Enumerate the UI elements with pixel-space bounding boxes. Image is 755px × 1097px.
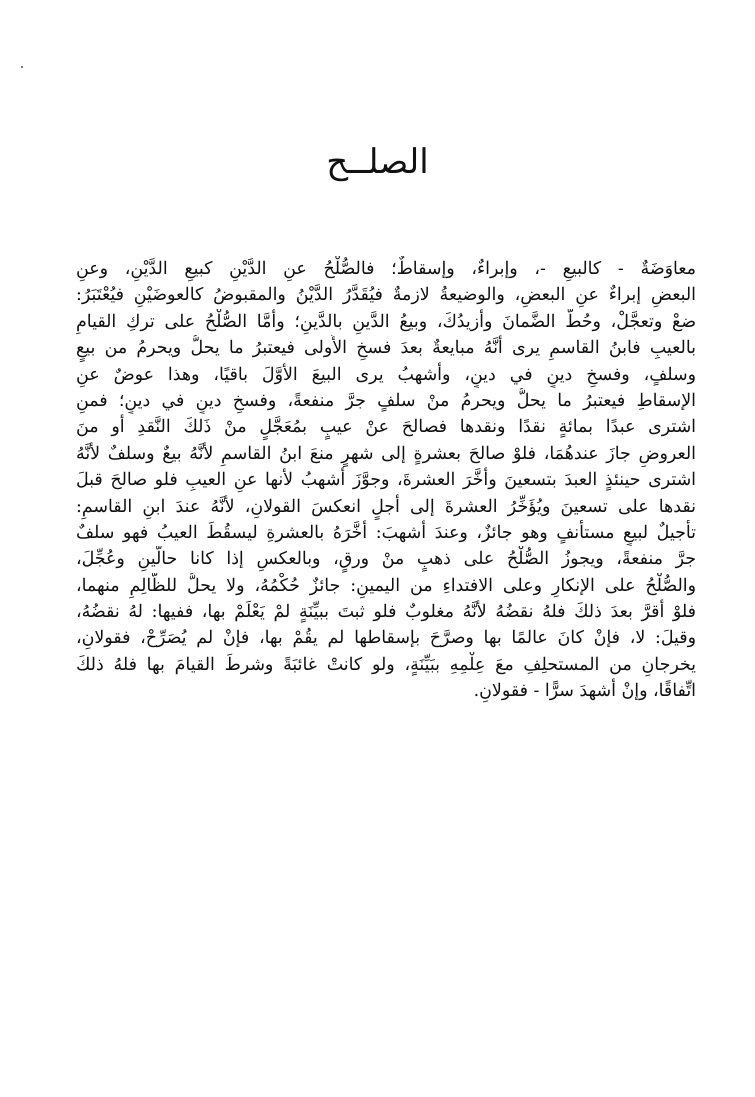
text-line: وسلفٍ، وفسخِ دينٍ في دينٍ، وأشهبُ يرى البيعَ الأوَّلَ باقيًا، وهذا عوضٌ عنِ [76,364,696,385]
text-line: ضعْ وتعجَّلْ، وحُطَّ الضَّمانَ وأزيدُكَ، وبيعُ الدَّينِ بالدَّينِ؛ وأمَّا الصُّلْحُ على تركِ القيامِ [76,311,696,332]
text-line: والصُّلْحُ على الإنكارِ وعلى الافتداءِ من اليمينِ: جائزٌ حُكْمُهُ، ولا يحلُّ للظَّالِمِ منهما، [76,575,696,596]
text-line: الإسقاطِ فيعتبرُ ما يحلُّ ويحرمُ منْ سلفٍ جرَّ منفعةً، وفسخِ دينٍ في دينٍ؛ فمنِ [76,390,696,411]
text-line: يخرجانِ من المستحلِفِ معَ عِلْمِهِ ببَيِّنَةٍ، ولو كانتْ غائبَةً وشرطَ القيامَ بها فلهُ ذلكَ [76,654,696,675]
text-line: معاوَضَةٌ - كالبيعِ -، وإبراءٌ، وإسقاطٌ؛ فالصُّلْحُ عنِ الدَّيْنِ كبيعِ الدَّيْنِ، وعنِ [76,259,696,279]
text-line: البعضِ إبراءٌ عنِ البعضِ، والوضيعةُ لازمةٌ فيُقَدَّرُ الدَّيْنُ والمقبوضُ كالعوضَيْنِ فيُعْتَبَرُ: [76,285,696,306]
text-line: تأجيلٌ لبيعٍ مستأنفٍ وهو جائزٌ، وعندَ أشهبَ: أخَّرَهُ بالعشرةِ ليسقُطَ العيبُ فهو سلفٌ [76,522,696,543]
body-paragraph [76,256,696,705]
chapter-title: الصلــح [326,142,429,182]
text-line: اشترى حينئذٍ العبدَ بتسعينَ وأخَّرَ العشرةَ، وجوَّزَ أشهبُ لأنها عنِ العيبِ فلو صالحَ قبلَ [76,470,696,491]
text-line: وقيلَ: لا، فإنْ كانَ عالمًا بها وصرَّحَ بإسقاطها لم يقُمْ بها، فإنْ لم يُصَرِّحْ، فقولانِ، [76,628,696,649]
text-line: نقدها على تسعينَ ويُؤَخِّرُ العشرةَ إلى أجلٍ انعكسَ القولانِ، لأنَّهُ عندَ ابنِ القاسمِ: [76,496,696,517]
text-line: اتِّفاقًا، وإنْ أشهدَ سرًّا - فقولانِ. [473,681,696,702]
text-line: جرَّ منفعةً، ويجوزُ الصُّلْحُ على ذهبٍ منْ ورقٍ، وبالعكسِ إذا كانا حالَّينِ وعُجِّلَ، [76,549,696,570]
text-line: اشترى عبدًا بمائةٍ نقدًا ونقدها فصالحَ عنْ عيبٍ بمُعَجَّلٍ منْ ذَلكَ النَّقدِ أو منَ [76,417,696,438]
text-line: فلوْ أقرَّ بعدَ ذلكَ فلهُ نقضُهُ لأنَّهُ مغلوبٌ فلو ثبتَ ببيِّنَةٍ لمْ يَعْلَمْ بها، ففيها: لهُ نقضُهُ، [76,602,696,623]
text-line: العروضِ جازَ عندهُمَا، فلوْ صالحَ بعشرةٍ إلى شهرٍ منعَ ابنُ القاسمِ لأنَّهُ بيعٌ وسلفٌ لأنَّهُ [76,443,696,464]
scan-speck [21,66,23,68]
text-line: بالعيبِ فابنُ القاسمِ يرى أنَّهُ مبايعةٌ بعدَ فسخِ الأُولى فيعتبرُ ما يحلُّ ويحرمُ من بيعٍ [76,338,696,359]
